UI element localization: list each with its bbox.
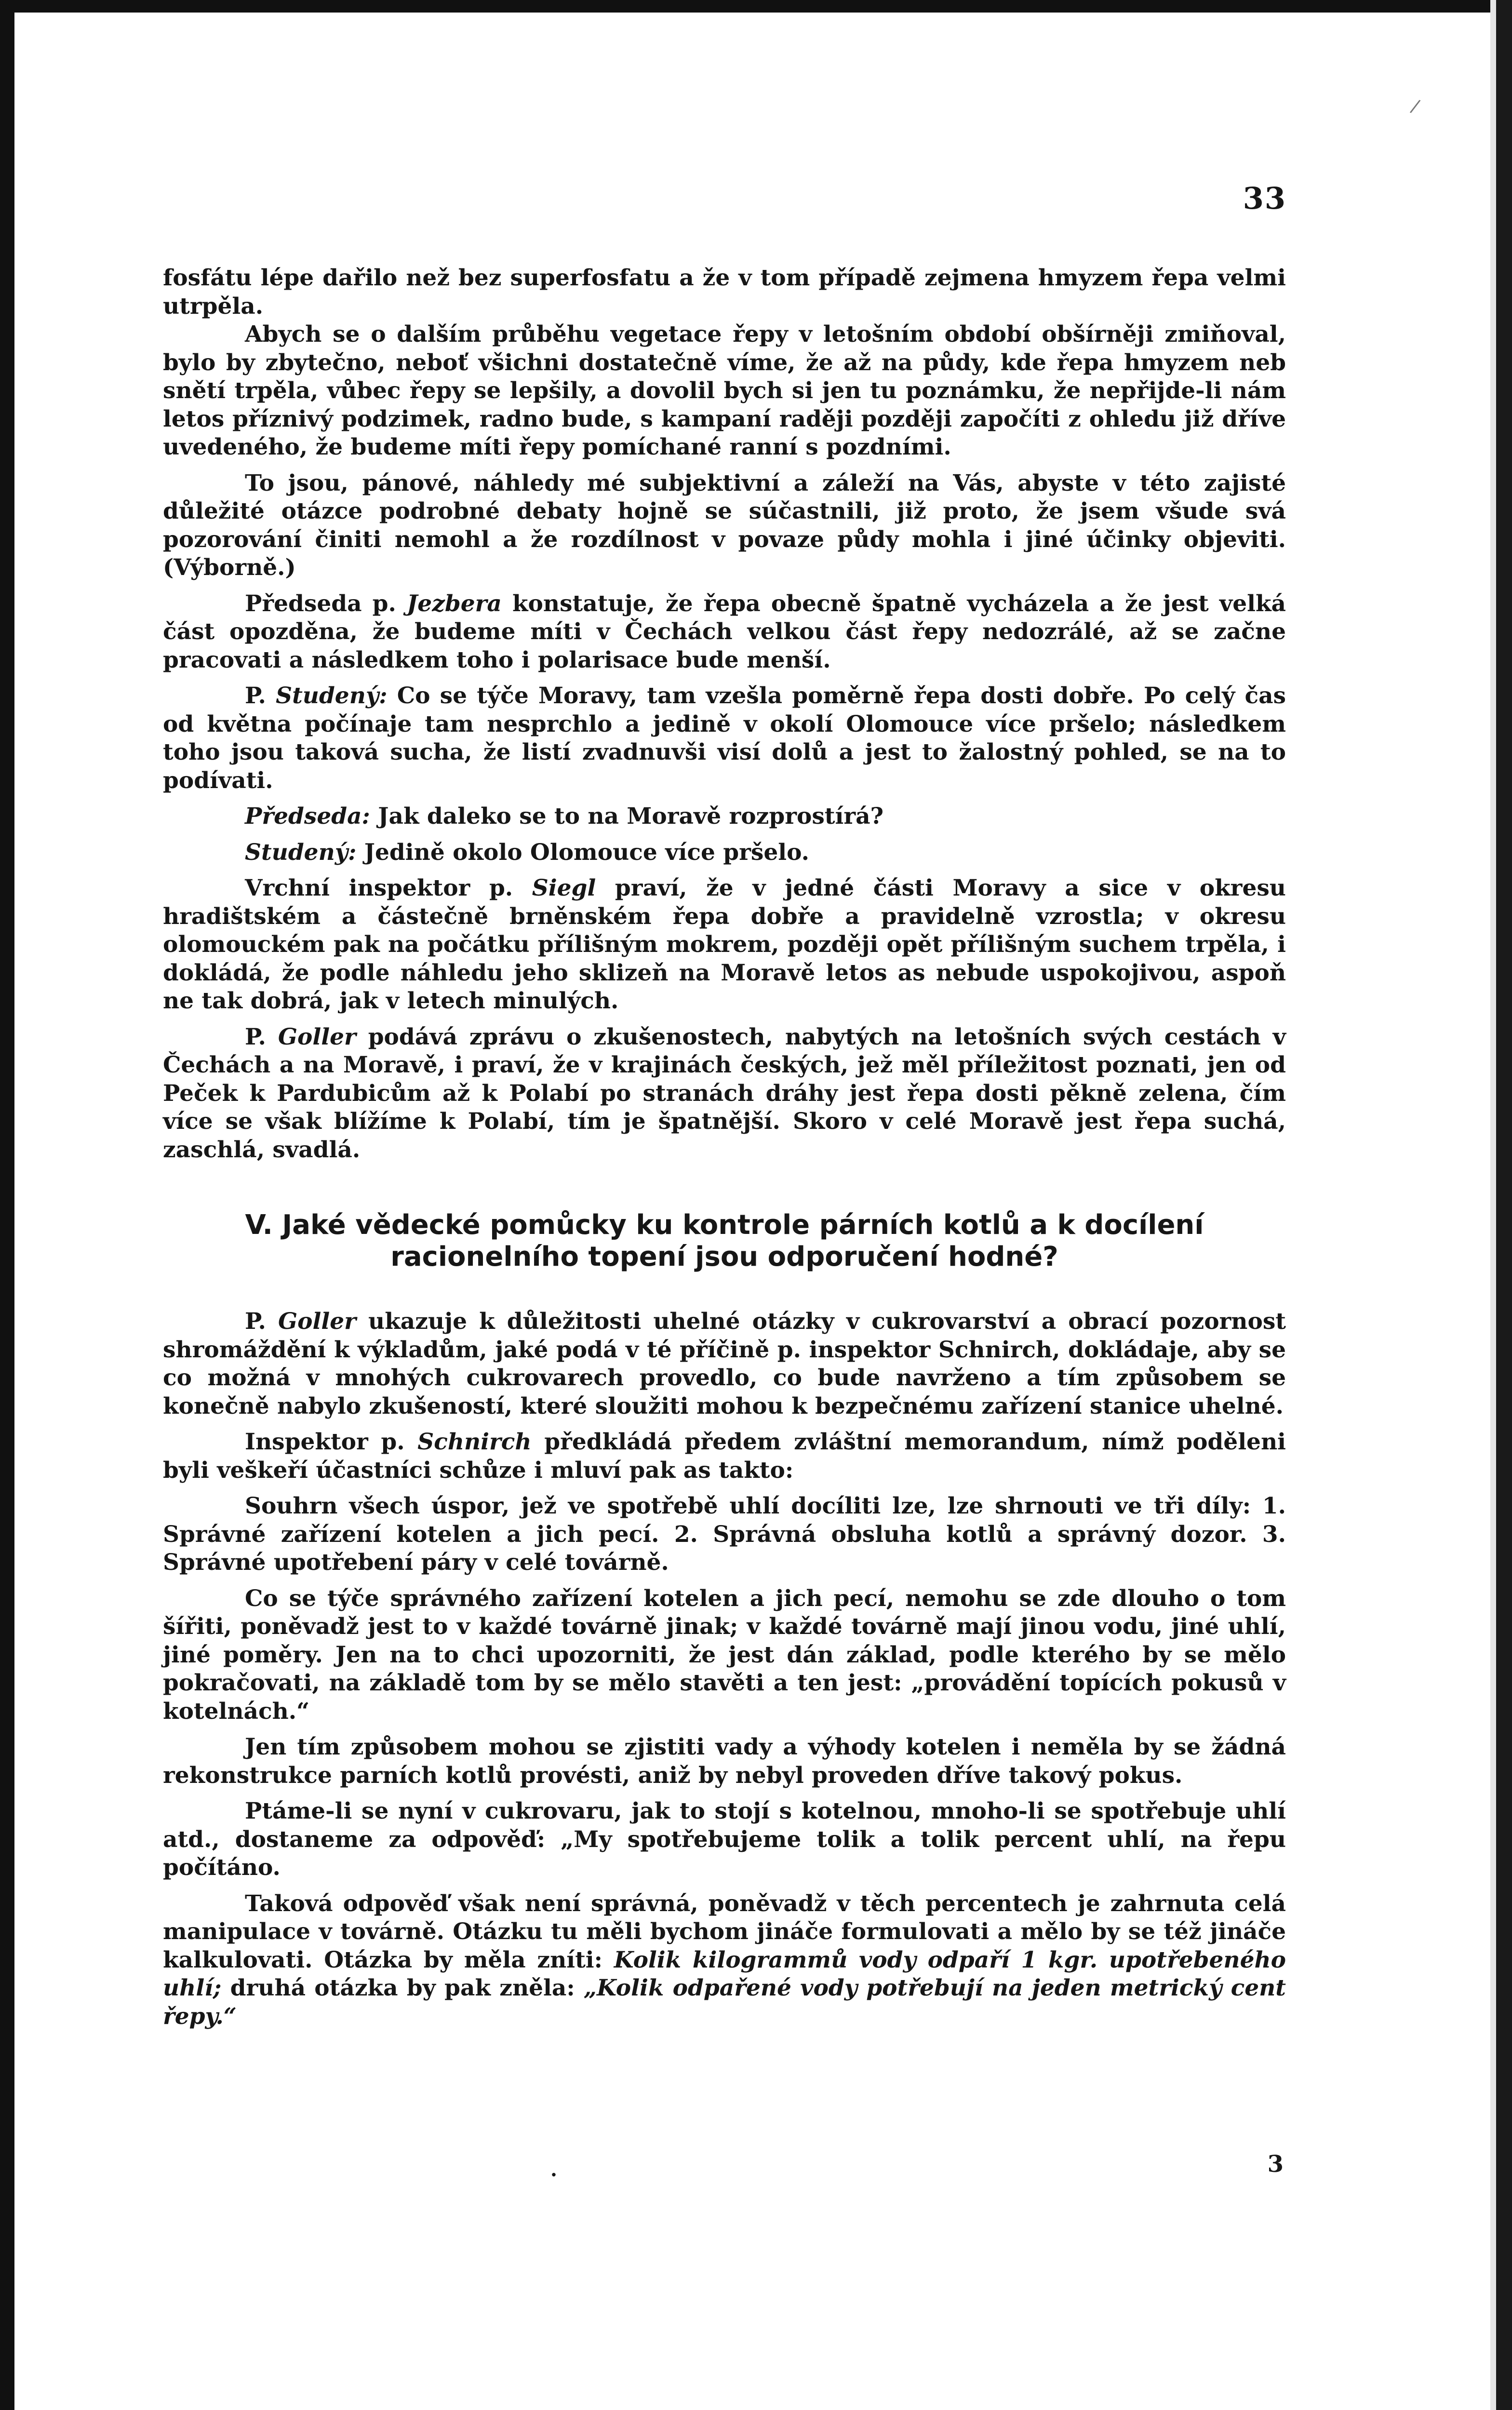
emphasized-question: Kolik kilogrammů vody odpaří 1 kgr. upotřebeného uhlí; xyxy=(163,1946,1286,2001)
speaker-name: Goller xyxy=(278,1023,356,1050)
paragraph-subjective-views: To jsou, pánové, náhledy mé subjektivní a záleží na Vás, abyste v této zajisté důležité otázce podrobné debaty hojně se súčastnili, již proto, že jsem všude svá pozorování činiti nemohl a že rozdílnost v povaze půdy mohla i jiné účinky objeviti. (Výborně.) xyxy=(163,469,1286,581)
sheet-signature-number: 3 xyxy=(1267,2151,1284,2178)
scan-edge-right xyxy=(1490,0,1496,2410)
paragraph-predseda-question: Předseda: Jak daleko se to na Moravě rozprostírá? xyxy=(245,803,884,830)
speaker-name: Goller xyxy=(278,1308,356,1335)
body-text xyxy=(163,264,1286,2031)
speaker-name: Předseda: xyxy=(245,803,370,830)
speaker-name: Jezbera xyxy=(407,590,502,617)
paragraph-boiler-setup: Co se týče správného zařízení kotelen a jich pecí, nemohu se zde dlouho o tom šířiti, poněvadž jest to v každé továrně jinak; v každé továrně mají jinou vodu, jiné uhlí, jiné poměry. Jen na to chci upozorniti, že jest dán základ, podle kterého by se mělo pokračovati, na základě tom by se mělo stavěti a ten jest: „provádění topících pokusů v kotelnách.“ xyxy=(163,1585,1286,1725)
paragraph-jezbera: Předseda p. Jezbera konstatuje, že řepa obecně špatně vycházela a že jest velká část opozděna, že budeme míti v Čechách velkou část řepy nedozrálé, až se začne pracovati a následkem toho i polarisace bude menší. xyxy=(163,590,1286,673)
paragraph-answer-critique: Taková odpověď však není správná, poněvadž v těch percentech je zahrnuta celá manipulace v továrně. Otázku tu měli bychom jináče formulovati a mělo by se též jináče kalkulovati. Otázka by měla zníti: Kolik kilogrammů vody odpaří 1 kgr. upotřebeného uhlí; druhá otázka by pak zněla: „Kolik odpařené vody potřebují na jeden metrický cent řepy.“ xyxy=(163,1890,1286,2030)
speaker-name: Siegl xyxy=(532,875,596,901)
emphasized-question: „Kolik odpařené vody potřebují na jeden metrický cent řepy.“ xyxy=(163,1975,1286,2030)
scan-border-top xyxy=(0,0,1512,13)
paragraph-question: Ptáme-li se nyní v cukrovaru, jak to stojí s kotelnou, mnoho-li se spotřebuje uhlí atd., dostaneme za odpověď: „My spotřebujeme tolik a tolik percent uhlí, na řepu počítáno. xyxy=(163,1798,1286,1881)
scan-border-right xyxy=(1496,0,1512,2410)
paragraph-defects: Jen tím způsobem mohou se zjistiti vady a výhody kotelen i neměla by se žádná rekonstrukce parních kotlů provésti, aniž by nebyl proveden dříve takový pokus. xyxy=(163,1734,1286,1789)
section-heading: V. Jaké vědecké pomůcky ku kontrole párních kotlů a k docílení racionelního topení jsou odporučení hodné? xyxy=(245,1209,1204,1272)
scan-border-left xyxy=(0,0,14,2410)
paragraph-goller-report: P. Goller podává zprávu o zkušenostech, nabytých na letošních svých cestách v Čechách a na Moravě, i praví, že v krajinách českých, jež měl příležitost poznati, jen od Peček k Pardubicům až k Polabí po stranách dráhy jest řepa dosti pěkně zelena, čím více se však blížíme k Polabí, tím je špatnější. Skoro v celé Moravě jest řepa suchá, zaschlá, svadlá. xyxy=(163,1023,1286,1163)
paragraph-continuation: fosfátu lépe dařilo než bez superfosfatu a že v tom případě zejmena hmyzem řepa velmi utrpěla. xyxy=(163,265,1286,320)
speaker-name: Schnirch xyxy=(417,1429,532,1455)
paragraph-goller-coal: P. Goller ukazuje k důležitosti uhelné otázky v cukrovarství a obrací pozornost shromáždění k výkladům, jaké podá v té příčině p. inspektor Schnirch, dokládaje, aby se co možná v mnohých cukrovarech provedlo, co bude navrženo a tím způsobem se konečně nabylo zkušeností, které sloužiti mohou k bezpečnému zařízení stanice uhelné. xyxy=(163,1308,1286,1419)
page-number: 33 xyxy=(1243,181,1286,216)
paragraph-schnirch: Inspektor p. Schnirch předkládá předem zvláštní memorandum, nímž poděleni byli veškeří účastníci schůze i mluví pak as takto: xyxy=(163,1429,1286,1484)
paragraph-siegl: Vrchní inspektor p. Siegl praví, že v jedné části Moravy a sice v okresu hradištském a částečně brněnském řepa dobře a pravidelně vzrostla; v okresu olomouckém pak na počátku přílišným mokrem, později opět přílišným suchem trpěla, i dokládá, že podle náhledu jeho sklizeň na Moravě letos as nebude uspokojivou, aspoň ne tak dobrá, jak v letech minulých. xyxy=(163,875,1286,1014)
footer-dot: . xyxy=(550,2158,557,2181)
paragraph-studeny: P. Studený: Co se týče Moravy, tam vzešla poměrně řepa dosti dobře. Po celý čas od května počínaje tam nesprchlo a jedině v okolí Olomouce více pršelo; následkem toho jsou taková sucha, že listí zvadnuvši visí dolů a jest to žalostný pohled, se na to podívati. xyxy=(163,683,1286,794)
speaker-name: Studený: xyxy=(245,839,357,866)
paragraph-savings-summary: Souhrn všech úspor, jež ve spotřebě uhlí docíliti lze, lze shrnouti ve tři díly: 1. Správné zařízení kotelen a jich pecí. 2. Správná obsluha kotlů a správný dozor. 3. Správné upotřebení páry v celé továrně. xyxy=(163,1493,1286,1576)
margin-pencil-mark: / xyxy=(1408,95,1422,117)
paragraph-studeny-answer: Studený: Jedině okolo Olomouce více pršelo. xyxy=(245,839,809,866)
paragraph-vegetation: Abych se o dalším průběhu vegetace řepy v letošním období obšírněji zmiňoval, bylo by zbytečno, neboť všichni dostatečně víme, že až na půdy, kde řepa hmyzem neb snětí trpěla, vůbec řepy se lepšily, a dovolil bych si jen tu poznámku, že nepřijde-li nám letos příznivý podzimek, radno bude, s kampaní raději později započíti z ohledu již dříve uvedeného, že budeme míti řepy pomíchané ranní s pozdními. xyxy=(163,321,1286,460)
speaker-name: Studený: xyxy=(276,683,388,709)
